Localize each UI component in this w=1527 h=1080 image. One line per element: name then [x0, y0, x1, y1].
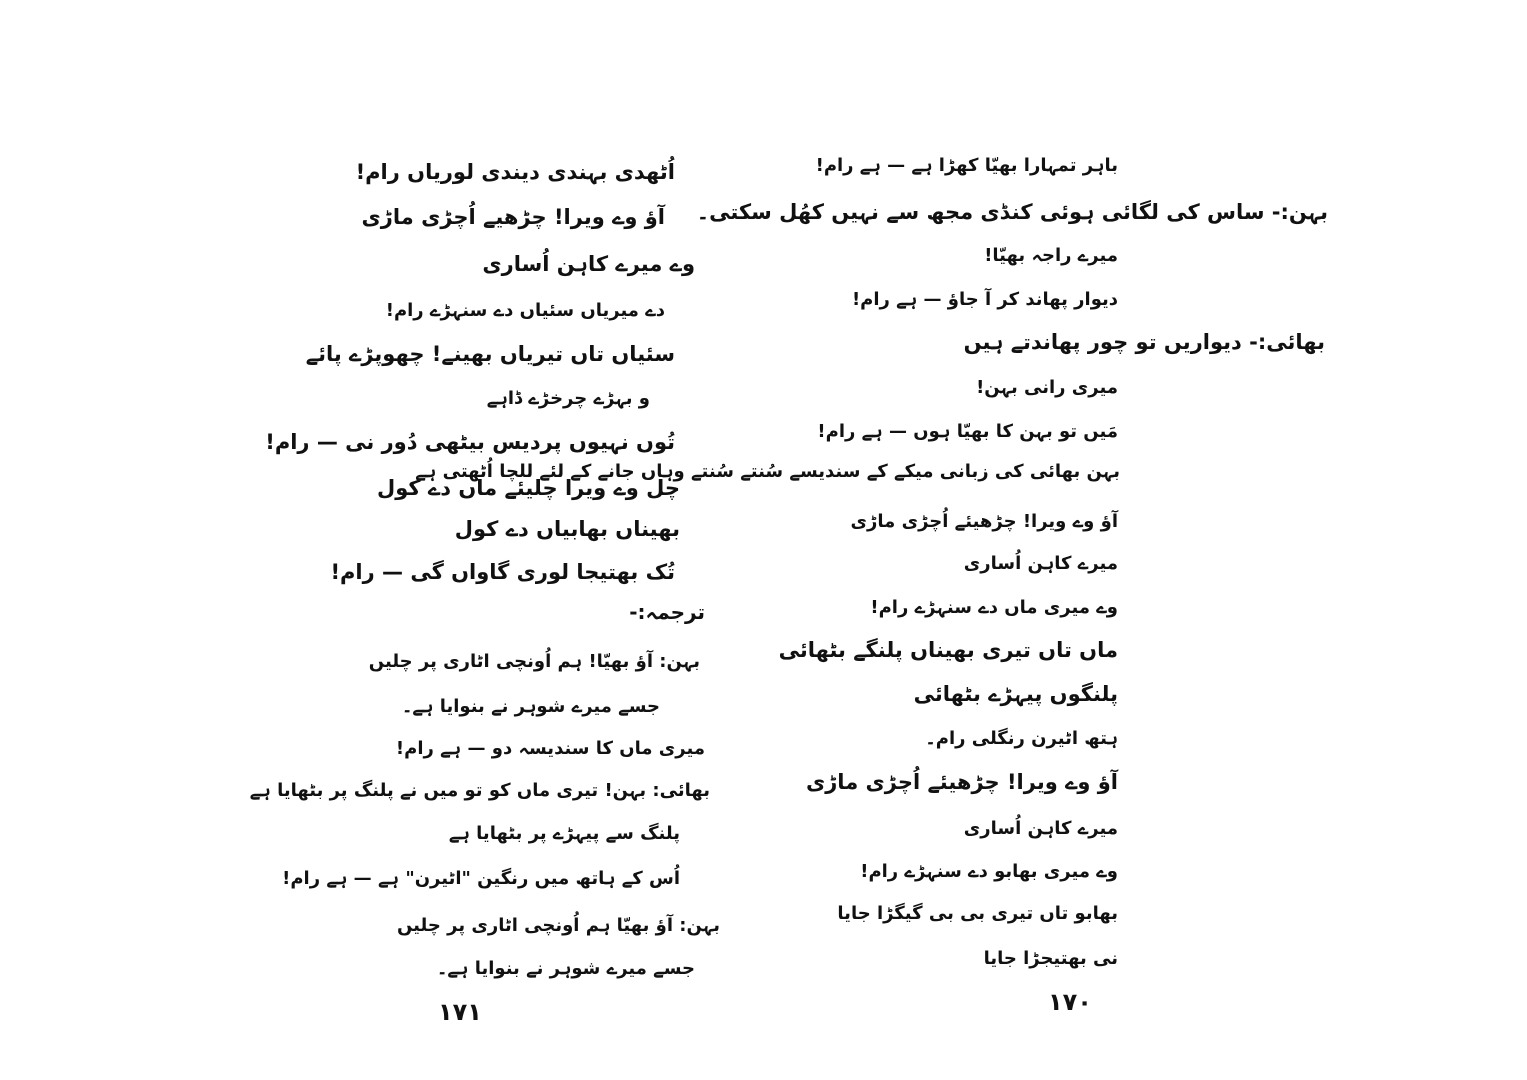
text-line: بھائی:- دیواریں تو چور پھاندتے ہیں [963, 330, 1325, 354]
text-line: جسے میرے شوہر نے بنوایا ہے۔ [401, 696, 660, 717]
text-line: بھائی: بہن! تیری ماں کو تو میں نے پلنگ پر بٹھایا ہے [249, 780, 710, 801]
text-line: بھیناں بھابیاں دے کول [454, 517, 680, 541]
text-line: بہن: آؤ بھیّا ہم اُونچی اٹاری پر چلیں [396, 915, 720, 936]
text-line: چل وے ویرا چلیئے ماں دے کول [377, 476, 680, 500]
text-line: میرے کاہن اُساری [963, 818, 1118, 839]
text-line: میری ماں کا سندیسہ دو — ہے رام! [395, 738, 705, 759]
text-line: آؤ وے ویرا! چڑھیے اُچڑی ماڑی [361, 205, 665, 229]
text-line: میرے کاہن اُساری [963, 553, 1118, 574]
text-line: نی بھتیجڑا جایا [983, 948, 1118, 969]
text-line: ماں تاں تیری بھیناں پلنگے بٹھائی [778, 638, 1118, 662]
text-line: اُٹھدی بہندی دیندی لوریاں رام! [355, 160, 675, 184]
text-line: و بہڑے چرخڑے ڈاہے [486, 388, 650, 409]
text-line: بہن:- ساس کی لگائی ہوئی کنڈی مجھ سے نہیں کھُل سکتی۔ [696, 200, 1328, 224]
text-line: میری رانی بہن! [976, 377, 1118, 398]
text-line: وے میری ماں دے سنہڑے رام! [870, 597, 1118, 618]
text-line: باہر تمہارا بھیّا کھڑا ہے — ہے رام! [815, 155, 1118, 176]
text-line: آؤ وے ویرا! چڑھیئے اُچڑی ماڑی [805, 770, 1118, 794]
text-line: پلنگوں پیہڑے بٹھائی [913, 682, 1118, 706]
page-number: ۱۷۰ [1048, 988, 1092, 1016]
text-line: سئیاں تاں تیریاں بھینے! چھوپڑے پائے [305, 342, 675, 366]
left-page [249, 0, 760, 1080]
text-line: پلنگ سے پیہڑے پر بٹھایا ہے [448, 823, 680, 844]
text-line: بہن: آؤ بھیّا! ہم اُونچی اٹاری پر چلیں [368, 651, 700, 672]
text-line: جسے میرے شوہر نے بنوایا ہے۔ [436, 958, 695, 979]
page-number: ۱۷۱ [438, 998, 482, 1026]
text-line: دیوار پھاند کر آ جاؤ — ہے رام! [851, 289, 1118, 310]
text-line: اُس کے ہاتھ میں رنگین "اٹیرن" ہے — ہے رام! [282, 868, 680, 889]
text-line: وے میرے کاہن اُساری [482, 252, 695, 276]
text-line: تُوں نہیوں پردیس بیٹھی دُور نی — رام! [265, 430, 675, 454]
text-line: وے میری بھابو دے سنہڑے رام! [860, 861, 1118, 882]
translation-heading: ترجمہ:- [629, 600, 705, 624]
text-line: بھابو تاں تیری بی بی گیگڑا جایا [837, 903, 1118, 924]
text-line: تُک بھتیجا لوری گاواں گی — رام! [330, 560, 675, 584]
text-line: بہن بھائی کی زبانی میکے کے سندیسے سُنتے سُنتے وہاں جانے کے لئے للچا اُٹھتی ہے [415, 461, 1120, 482]
text-line: دے میریاں سئیاں دے سنہڑے رام! [385, 300, 665, 321]
text-line: مَیں تو بہن کا بھیّا ہوں — ہے رام! [817, 421, 1118, 442]
text-line: ہتھ اٹیرن رنگلی رام۔ [925, 728, 1118, 749]
text-line: آؤ وے ویرا! چڑھیئے اُچڑی ماڑی [850, 511, 1118, 532]
text-line: میرے راجہ بھیّا! [984, 245, 1118, 266]
